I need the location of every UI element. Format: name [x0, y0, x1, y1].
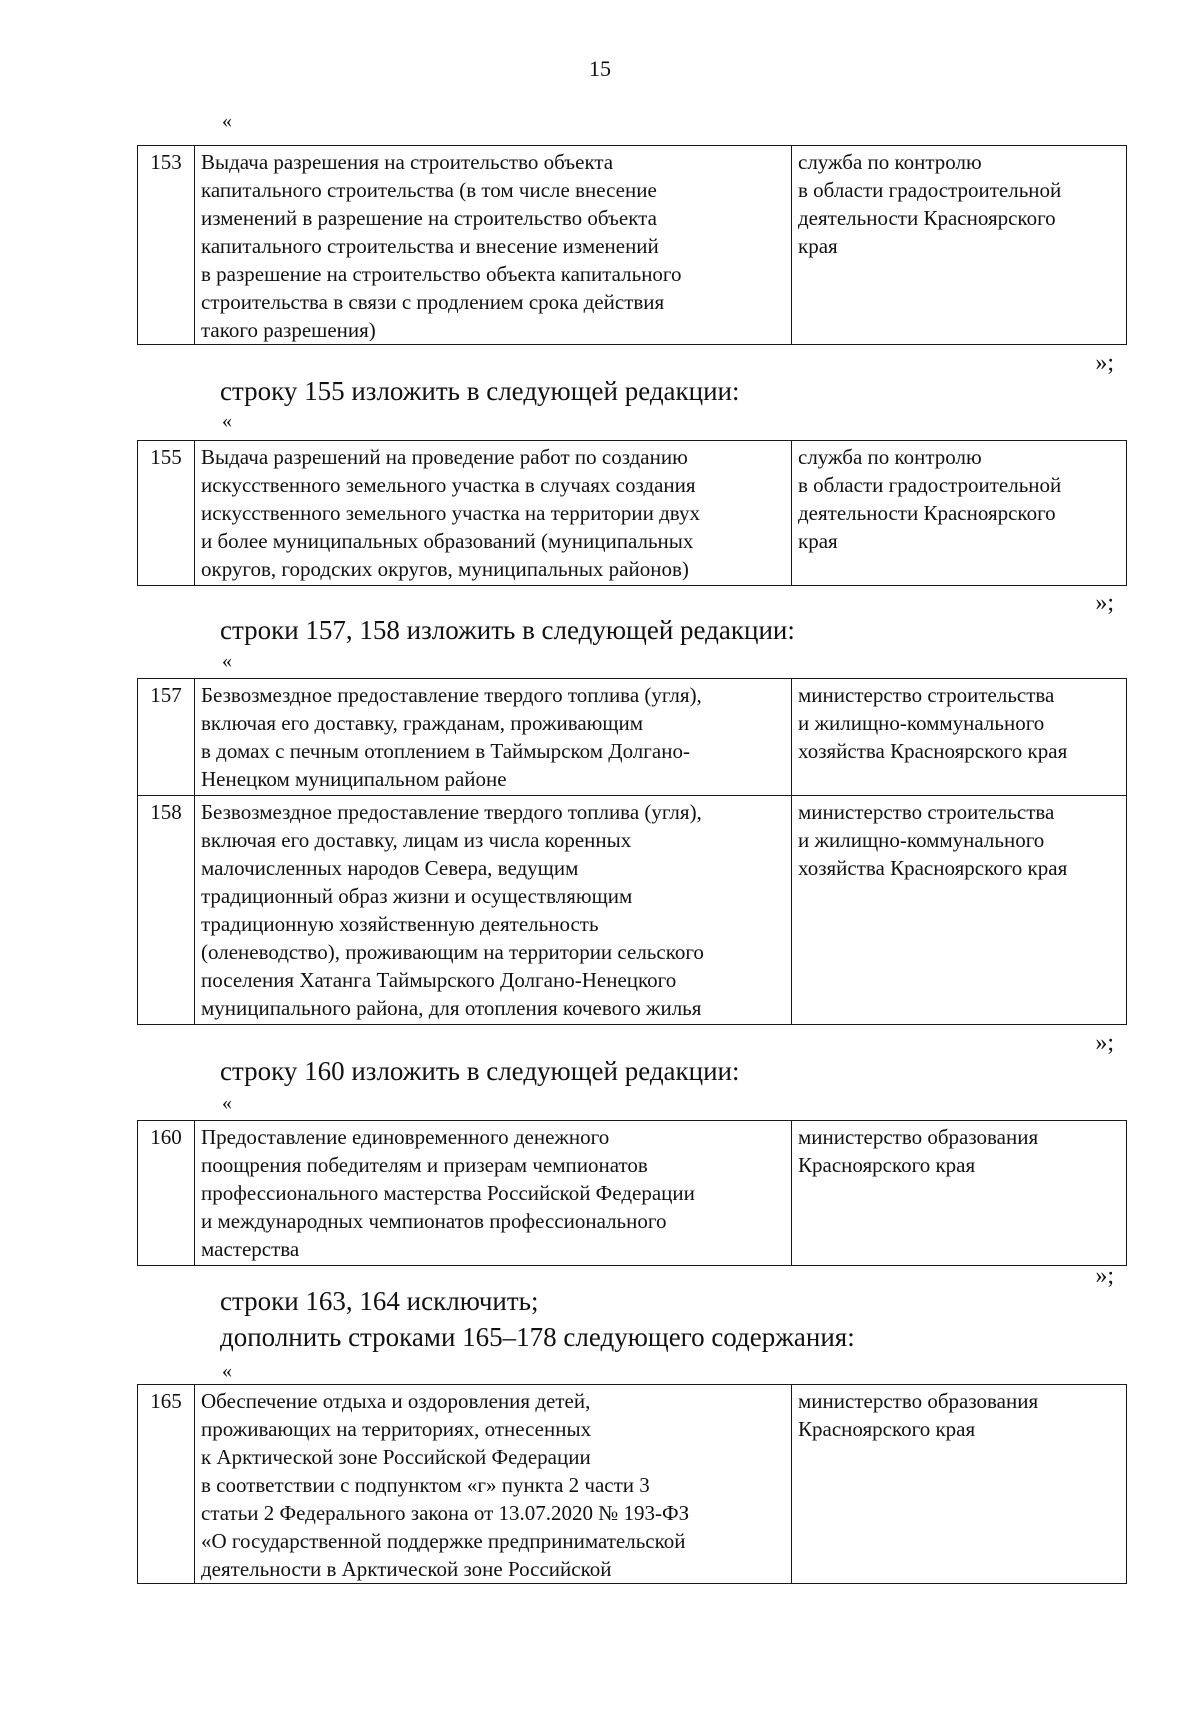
row-number: 165 — [138, 1385, 195, 1584]
text-line: и жилищно-коммунального — [798, 828, 1045, 852]
text-line: министерство образования — [798, 1125, 1039, 1149]
text-line: хозяйства Красноярского края — [798, 739, 1068, 763]
opening-quote: « — [222, 110, 232, 132]
text-line: капитального строительства и внесение изменений — [201, 234, 659, 258]
opening-quote: « — [222, 650, 232, 672]
text-line: такого разрешения) — [201, 318, 376, 342]
row-service-name — [195, 1385, 792, 1584]
text-line: статьи 2 Федерального закона от 13.07.2020 № 193-ФЗ — [201, 1501, 690, 1525]
row-number: 157 — [138, 679, 195, 796]
text-line: Красноярского края — [798, 1153, 976, 1177]
amendment-instruction: строки 157, 158 изложить в следующей редакции: — [220, 615, 795, 645]
text-line: искусственного земельного участка на территории двух — [201, 501, 700, 525]
opening-quote: « — [222, 1360, 232, 1382]
row-service-name — [195, 679, 792, 796]
amendment-instruction: строки 163, 164 исключить; — [220, 1286, 539, 1316]
row-service-name — [195, 796, 792, 1025]
amendment-instruction: дополнить строками 165–178 следующего содержания: — [220, 1322, 855, 1352]
text-line: Безвозмездное предоставление твердого топлива (угля), — [201, 800, 702, 824]
text-line: и международных чемпионатов профессионального — [201, 1209, 667, 1233]
text-line: деятельности Красноярского — [798, 501, 1056, 525]
row-service-name — [195, 146, 792, 345]
text-line: Выдача разрешений на проведение работ по созданию — [201, 445, 688, 469]
page-number: 15 — [589, 56, 611, 81]
row-table-153 — [137, 145, 1127, 345]
text-line: Ненецком муниципальном районе — [201, 767, 507, 791]
text-line: и жилищно-коммунального — [798, 711, 1045, 735]
opening-quote: « — [222, 410, 232, 432]
text-line: министерство образования — [798, 1389, 1039, 1413]
table-row — [138, 1121, 1127, 1266]
row-responsible-body — [792, 441, 1127, 586]
text-line: деятельности Красноярского — [798, 206, 1056, 230]
row-number: 160 — [138, 1121, 195, 1266]
text-line: традиционный образ жизни и осуществляющим — [201, 884, 633, 908]
text-line: Красноярского края — [798, 1417, 976, 1441]
amendment-instruction: строку 155 изложить в следующей редакции: — [220, 376, 740, 406]
row-table-157-158 — [137, 678, 1127, 1025]
table-row — [138, 1385, 1127, 1584]
text-line: в домах с печным отоплением в Таймырском Долгано- — [201, 739, 690, 763]
text-line: профессионального мастерства Российской Федерации — [201, 1181, 695, 1205]
text-line: проживающих на территориях, отнесенных — [201, 1417, 592, 1441]
text-line: Предоставление единовременного денежного — [201, 1125, 610, 1149]
text-line: и более муниципальных образований (муниципальных — [201, 529, 694, 553]
closing-quote: »; — [1095, 1263, 1114, 1289]
row-number: 155 — [138, 441, 195, 586]
text-line: поощрения победителям и призерам чемпионатов — [201, 1153, 648, 1177]
text-line: к Арктической зоне Российской Федерации — [201, 1445, 591, 1469]
row-responsible-body — [792, 1385, 1127, 1584]
text-line: изменений в разрешение на строительство объекта — [201, 206, 657, 230]
text-line: министерство строительства — [798, 800, 1055, 824]
row-table-155 — [137, 440, 1127, 586]
text-line: хозяйства Красноярского края — [798, 856, 1068, 880]
text-line: округов, городских округов, муниципальных районов) — [201, 557, 689, 581]
row-responsible-body — [792, 679, 1127, 796]
row-service-name — [195, 1121, 792, 1266]
table-row — [138, 679, 1127, 796]
text-line: искусственного земельного участка в случаях создания — [201, 473, 696, 497]
text-line: Безвозмездное предоставление твердого топлива (угля), — [201, 683, 702, 707]
text-line: в области градостроительной — [798, 473, 1062, 497]
closing-quote: »; — [1095, 590, 1114, 616]
amendment-instruction: строку 160 изложить в следующей редакции: — [220, 1056, 740, 1086]
row-table-165 — [137, 1384, 1127, 1584]
text-line: служба по контролю — [798, 150, 982, 174]
text-line: включая его доставку, гражданам, проживающим — [201, 711, 644, 735]
row-service-name — [195, 441, 792, 586]
text-line: «О государственной поддержке предпринимательской — [201, 1529, 686, 1553]
text-line: малочисленных народов Севера, ведущим — [201, 856, 579, 880]
opening-quote: « — [222, 1092, 232, 1114]
text-line: деятельности в Арктической зоне Российской — [201, 1557, 612, 1581]
text-line: Обеспечение отдыха и оздоровления детей, — [201, 1389, 591, 1413]
text-line: края — [798, 234, 838, 258]
text-line: служба по контролю — [798, 445, 982, 469]
row-number: 153 — [138, 146, 195, 345]
closing-quote: »; — [1095, 1030, 1114, 1056]
table-row — [138, 441, 1127, 586]
row-responsible-body — [792, 1121, 1127, 1266]
row-responsible-body — [792, 146, 1127, 345]
text-line: края — [798, 529, 838, 553]
text-line: включая его доставку, лицам из числа коренных — [201, 828, 632, 852]
row-number: 158 — [138, 796, 195, 1025]
text-line: (оленеводство), проживающим на территории сельского — [201, 940, 704, 964]
text-line: министерство строительства — [798, 683, 1055, 707]
text-line: в разрешение на строительство объекта капитального — [201, 262, 682, 286]
table-row — [138, 796, 1127, 1025]
text-line: капитального строительства (в том числе внесение — [201, 178, 657, 202]
text-line: в области градостроительной — [798, 178, 1062, 202]
closing-quote: »; — [1095, 350, 1114, 376]
text-line: строительства в связи с продлением срока действия — [201, 290, 665, 314]
text-line: муниципального района, для отопления кочевого жилья — [201, 996, 702, 1020]
row-responsible-body — [792, 796, 1127, 1025]
text-line: поселения Хатанга Таймырского Долгано-Ненецкого — [201, 968, 677, 992]
row-table-160 — [137, 1120, 1127, 1266]
text-line: мастерства — [201, 1237, 300, 1261]
text-line: в соответствии с подпунктом «г» пункта 2 части 3 — [201, 1473, 650, 1497]
text-line: Выдача разрешения на строительство объекта — [201, 150, 614, 174]
table-row — [138, 146, 1127, 345]
text-line: традиционную хозяйственную деятельность — [201, 912, 599, 936]
